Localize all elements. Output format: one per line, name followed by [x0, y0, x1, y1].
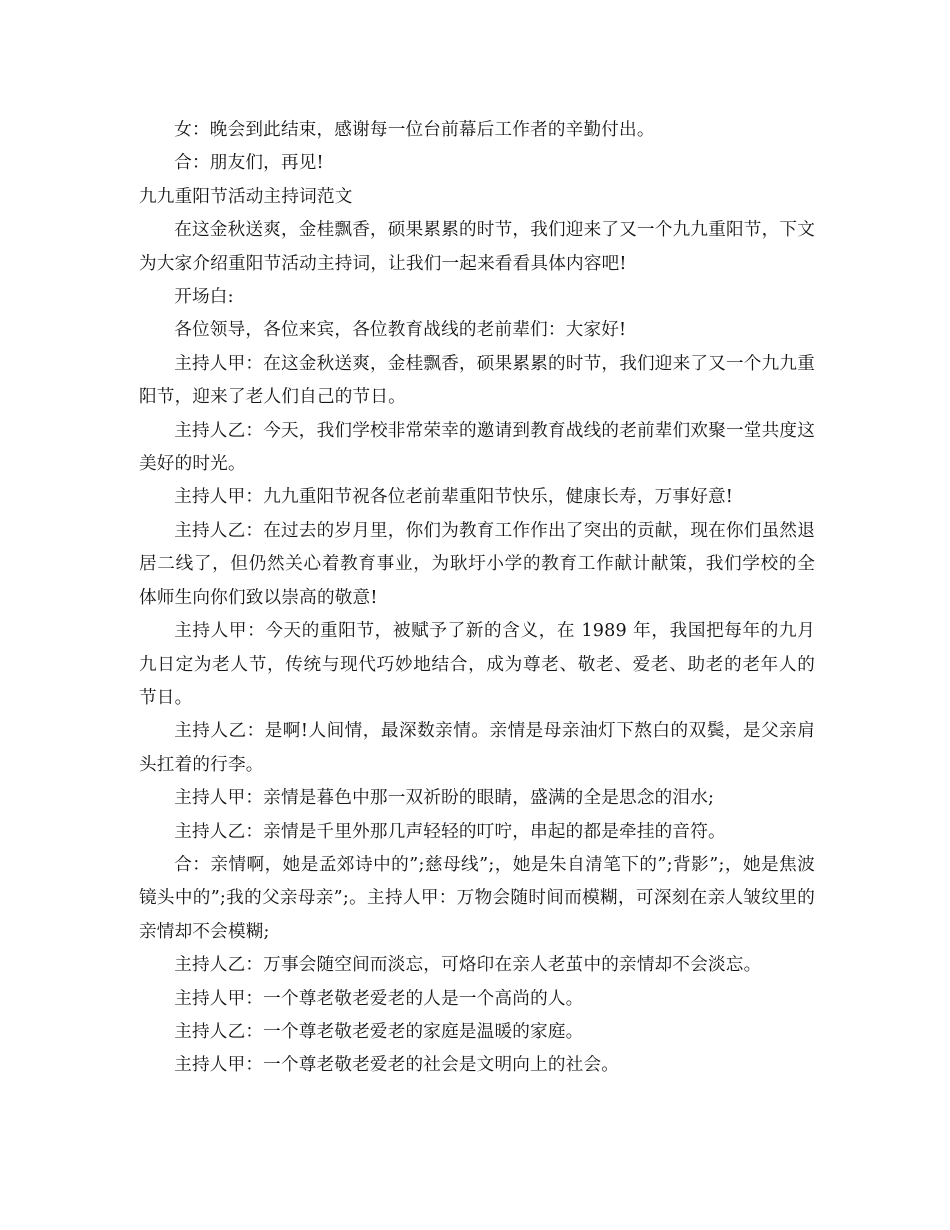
host-a-line-6: 主持人甲：一个尊老敬老爱老的社会是文明向上的社会。 — [174, 1055, 620, 1076]
host-b-line-3: 主持人乙：是啊!人间情，最深数亲情。亲情是母亲油灯下熬白的双鬓，是父亲肩头扛着的行李。 — [139, 721, 815, 775]
host-b-line-5: 主持人乙：万事会随空间而淡忘，可烙印在亲人老茧中的亲情却不会淡忘。 — [174, 955, 762, 976]
host-b-line-2: 主持人乙：在过去的岁月里，你们为教育工作作出了突出的贡献，现在你们虽然退居二线了，但仍然关心着教育事业，为耿圩小学的教育工作献计献策，我们学校的全体师生向你们致以崇高的敬意! — [139, 520, 815, 608]
host-b-line-4: 主持人乙：亲情是千里外那几声轻轻的叮咛，串起的都是牵挂的音符。 — [174, 821, 726, 842]
host-a-line-5: 主持人甲：一个尊老敬老爱老的人是一个高尚的人。 — [174, 988, 584, 1009]
host-a-line-1: 主持人甲：在这金秋送爽，金桂飘香，硕果累累的时节，我们迎来了又一个九九重阳节，迎来了老人们自己的节日。 — [139, 353, 815, 408]
document-body — [139, 114, 815, 1083]
closing-line-together: 合：朋友们，再见! — [174, 153, 324, 174]
intro-paragraph: 在这金秋送爽，金桂飘香，硕果累累的时节，我们迎来了又一个九九重阳节，下文为大家介绍重阳节活动主持词，让我们一起来看看具体内容吧! — [139, 220, 815, 274]
host-a-line-2: 主持人甲：九九重阳节祝各位老前辈重阳节快乐，健康长寿，万事好意! — [174, 487, 734, 508]
greeting-paragraph: 各位领导，各位来宾，各位教育战线的老前辈们：大家好! — [174, 320, 627, 341]
section-title: 九九重阳节活动主持词范文 — [139, 186, 353, 207]
together-line: 合：亲情啊，她是孟郊诗中的”;慈母线”;，她是朱自清笔下的”;背影”;，她是焦波镜头中的”;我的父亲母亲”;。主持人甲：万物会随时间而模糊，可深刻在亲人皱纹里的亲情却不会模糊; — [139, 854, 815, 942]
host-b-line-1: 主持人乙：今天，我们学校非常荣幸的邀请到教育战线的老前辈们欢聚一堂共度这美好的时光。 — [139, 420, 815, 475]
host-a-line-4: 主持人甲：亲情是暮色中那一双祈盼的眼睛，盛满的全是思念的泪水; — [174, 788, 715, 809]
host-b-line-6: 主持人乙：一个尊老敬老爱老的家庭是温暖的家庭。 — [174, 1021, 584, 1042]
closing-line-female: 女：晚会到此结束，感谢每一位台前幕后工作者的辛勤付出。 — [174, 120, 655, 140]
opening-label: 开场白: — [174, 287, 234, 308]
host-a-line-3: 主持人甲：今天的重阳节，被赋予了新的含义，在 1989 年，我国把每年的九月九日定为老人节，传统与现代巧妙地结合，成为尊老、敬老、爱老、助老的老年人的节日。 — [139, 621, 815, 708]
